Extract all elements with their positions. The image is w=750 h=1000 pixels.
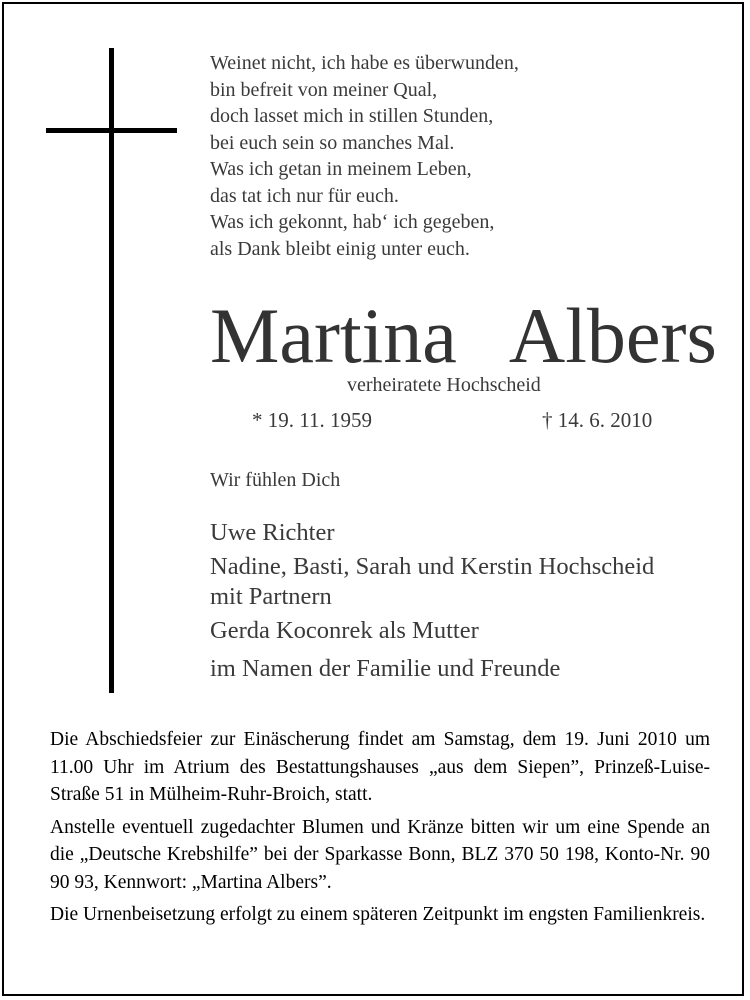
funeral-notices: [50, 726, 710, 934]
poem-line: doch lasset mich in stillen Stunden,: [210, 105, 494, 127]
mourner-line: im Namen der Familie und Freunde: [210, 655, 561, 682]
poem-line: bin befreit von meiner Qual,: [210, 78, 438, 101]
burial-notice: Die Urnenbeisetzung erfolgt zu einem späteren Zeitpunkt im engsten Familienkreis.: [50, 904, 706, 925]
poem-line: das tat ich nur für euch.: [210, 184, 399, 207]
mourner-line: Gerda Koconrek als Mutter: [210, 617, 479, 644]
cross-vertical-bar: [109, 48, 114, 693]
married-name-note: verheiratete Hochscheid: [347, 374, 541, 396]
intro-line: Wir fühlen Dich: [210, 469, 341, 491]
poem-line: als Dank bleibt einig unter euch.: [210, 237, 470, 260]
poem-line: Was ich getan in meinem Leben,: [210, 158, 472, 180]
ceremony-notice: Die Abschiedsfeier zur Einäscherung findet am Samstag, dem 19. Juni 2010 um 11.00 Uhr im Atrium des Bestattungshauses „aus dem Siepen”, Prinzeß-Luise-Straße 51 in Mülheim-Ruhr-Broich, statt.: [50, 729, 710, 805]
memorial-poem: [210, 50, 519, 262]
death-date: † 14. 6. 2010: [542, 408, 653, 432]
mourners-list: [210, 514, 654, 688]
deceased-name: [210, 290, 717, 382]
mourner-line: Uwe Richter: [210, 519, 335, 546]
obituary-frame: [2, 2, 744, 996]
poem-line: bei euch sein so manches Mal.: [210, 131, 455, 154]
poem-line: Weinet nicht, ich habe es überwunden,: [210, 52, 519, 74]
mourner-line: mit Partnern: [210, 583, 332, 610]
donation-notice: Anstelle eventuell zugedachter Blumen und Kränze bitten wir um eine Spende an die „Deutsche Krebshilfe” bei der Sparkasse Bonn, BLZ 370 50 198, Konto-Nr. 90 90 93, Kennwort: „Martina Albers”.: [50, 816, 710, 893]
mourner-line: Nadine, Basti, Sarah und Kerstin Hochscheid: [210, 553, 655, 580]
deceased-first-name: Martina: [210, 292, 457, 379]
deceased-last-name: Albers: [508, 292, 717, 379]
poem-line: Was ich gekonnt, hab‘ ich gegeben,: [210, 211, 495, 233]
cross-horizontal-bar: [46, 128, 177, 133]
birth-date: * 19. 11. 1959: [252, 408, 372, 432]
